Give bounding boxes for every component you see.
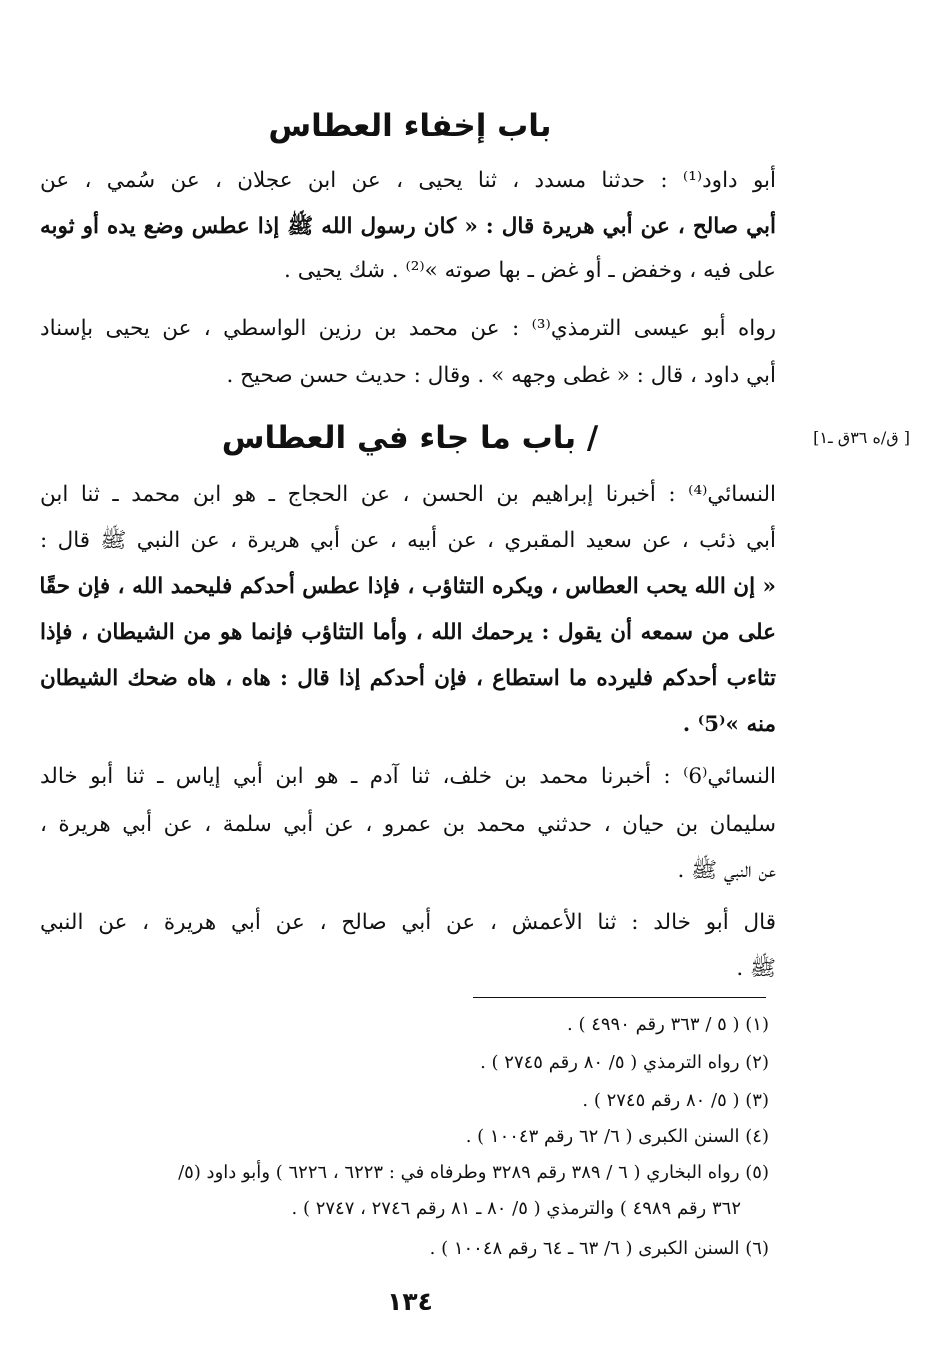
footnote-5-line-1: (٥) رواه البخاري ( ٦ / ٣٨٩ رقم ٣٢٨٩ وطرفاه في : ٦٢٢٣ ، ٦٢٢٦ ) وأبو داود (٥/ (178, 1162, 769, 1183)
footnote-1: (١) ( ٥ / ٣٦٣ رقم ٤٩٩٠ ) . (567, 1014, 769, 1035)
footnote-3: (٣) ( ٥/ ٨٠ رقم ٢٧٤٥ ) . (582, 1090, 769, 1111)
margin-manuscript-note: [ ق/ه ٣٦ق ـ١] (813, 428, 910, 447)
footnote-2: (٢) رواه الترمذي ( ٥/ ٨٠ رقم ٢٧٤٥ ) . (480, 1052, 769, 1073)
text-line-10: تثاءب أحدكم فليرده ما استطاع ، فإن أحدكم إذا قال : هاه ، هاه ضحك الشيطان (40, 666, 776, 691)
text-line-14: عن النبي ﷺ . (677, 858, 776, 883)
text-line-7: أبي ذئب ، عن سعيد المقبري ، عن أبيه ، عن أبي هريرة ، عن النبي ﷺ قال : (40, 528, 776, 553)
text-line-4: رواه أبو عيسى الترمذي⁽³⁾ : عن محمد بن رزين الواسطي ، عن يحيى بإسناد (40, 316, 776, 341)
footnote-4: (٤) السنن الكبرى ( ٦/ ٦٢ رقم ١٠٠٤٣ ) . (465, 1126, 769, 1147)
section-heading-sneezing: / باب ما جاء في العطاس (221, 420, 599, 456)
text-line-1: أبو داود⁽¹⁾ : حدثنا مسدد ، ثنا يحيى ، عن ابن عجلان ، عن سُمي ، عن (40, 168, 777, 193)
text-line-3: على فيه ، وخفض ـ أو غض ـ بها صوته »⁽²⁾ . شك يحيى . (284, 258, 776, 283)
text-line-2: أبي صالح ، عن أبي هريرة قال : « كان رسول الله ﷺ إذا عطس وضع يده أو ثوبه (40, 214, 776, 239)
text-line-6: النسائي⁽⁴⁾ : أخبرنا إبراهيم بن الحسن ، عن الحجاج ـ هو ابن محمد ـ ثنا ابن (40, 482, 776, 507)
text-line-15: قال أبو خالد : ثنا الأعمش ، عن أبي صالح ، عن أبي هريرة ، عن النبي (40, 910, 776, 935)
text-line-8: « إن الله يحب العطاس ، ويكره التثاؤب ، فإذا عطس أحدكم فليحمد الله ، فإن حقًا (39, 574, 776, 599)
text-line-12: النسائي⁽6⁾ : أخبرنا محمد بن خلف، ثنا آدم ـ هو ابن أبي إياس ـ ثنا أبو خالد (40, 764, 776, 789)
text-line-5: أبي داود ، قال : « غطى وجهه » . وقال : حديث حسن صحيح . (226, 363, 776, 388)
section-heading-hiding-sneeze: باب إخفاء العطاس (268, 108, 552, 144)
footnote-5-line-2: ٣٦٢ رقم ٤٩٨٩ ) والترمذي ( ٥/ ٨٠ ـ ٨١ رقم ٢٧٤٦ ، ٢٧٤٧ ) . (291, 1198, 741, 1219)
footnote-6: (٦) السنن الكبرى ( ٦/ ٦٣ ـ ٦٤ رقم ١٠٠٤٨ ) . (429, 1238, 769, 1259)
page-number: ١٣٤ (387, 1287, 433, 1316)
text-line-9: على من سمعه أن يقول : يرحمك الله ، وأما التثاؤب فإنما هو من الشيطان ، فإذا (40, 620, 776, 645)
text-line-16: ﷺ . (736, 956, 776, 981)
text-line-13: سليمان بن حيان ، حدثني محمد بن عمرو ، عن أبي سلمة ، عن أبي هريرة ، (40, 812, 776, 837)
text-line-11: منه »⁽5⁾ . (682, 712, 776, 737)
footnote-separator (473, 997, 766, 998)
